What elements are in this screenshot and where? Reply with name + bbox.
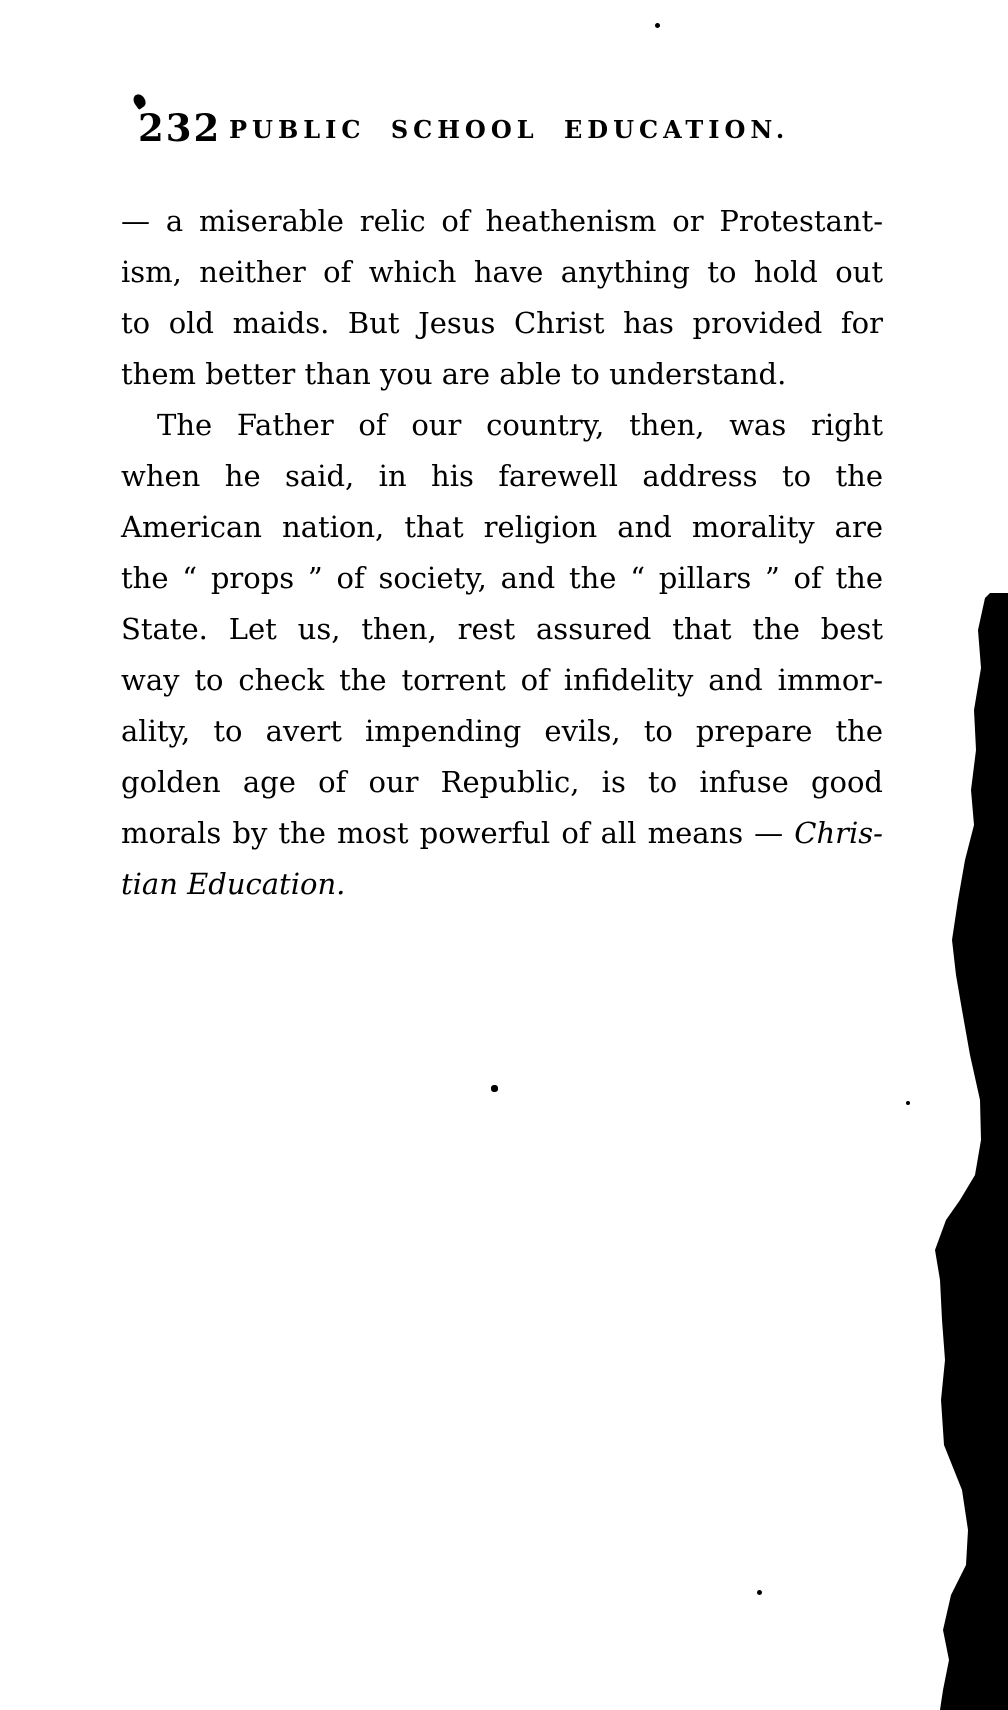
scan-speck bbox=[906, 1101, 910, 1105]
text-line bbox=[121, 604, 883, 655]
scan-speck bbox=[655, 23, 660, 28]
line-text-italic: tian Education. bbox=[121, 867, 346, 901]
line-text: morals by the most powerful of all means — bbox=[121, 816, 784, 850]
line-text-italic: Chris- bbox=[783, 816, 883, 850]
line-text: American nation, that religion and morality are bbox=[121, 510, 883, 544]
text-line bbox=[121, 553, 883, 604]
text-line bbox=[121, 706, 883, 757]
line-text: — a miserable relic of heathenism or Protestant- bbox=[121, 204, 883, 238]
line-text: ism, neither of which have anything to hold out bbox=[121, 255, 883, 289]
text-line bbox=[121, 757, 883, 808]
text-line bbox=[121, 451, 883, 502]
line-text: when he said, in his farewell address to the bbox=[121, 459, 883, 493]
line-text: State. Let us, then, rest assured that the best bbox=[121, 612, 883, 646]
line-text: them better than you are able to understand. bbox=[121, 357, 787, 391]
text-line bbox=[121, 502, 883, 553]
line-text: to old maids. But Jesus Christ has provided for bbox=[121, 306, 883, 340]
scan-speck bbox=[757, 1590, 762, 1595]
text-line bbox=[121, 298, 883, 349]
text-line bbox=[121, 655, 883, 706]
line-text: the “ props ” of society, and the “ pillars ” of the bbox=[121, 561, 883, 595]
text-line bbox=[121, 196, 883, 247]
text-line bbox=[121, 247, 883, 298]
text-line bbox=[121, 349, 883, 400]
line-text: ality, to avert impending evils, to prepare the bbox=[121, 714, 883, 748]
scan-speck bbox=[491, 1085, 498, 1092]
text-line bbox=[121, 400, 883, 451]
line-text: The Father of our country, then, was right bbox=[157, 408, 883, 442]
page-number: 232 bbox=[138, 106, 222, 150]
text-line bbox=[121, 859, 883, 910]
line-text: golden age of our Republic, is to infuse good bbox=[121, 765, 883, 799]
running-header: PUBLIC SCHOOL EDUCATION. bbox=[229, 115, 790, 144]
page-body bbox=[121, 196, 883, 910]
text-line bbox=[121, 808, 883, 859]
line-text: way to check the torrent of infidelity and immor- bbox=[121, 663, 883, 697]
